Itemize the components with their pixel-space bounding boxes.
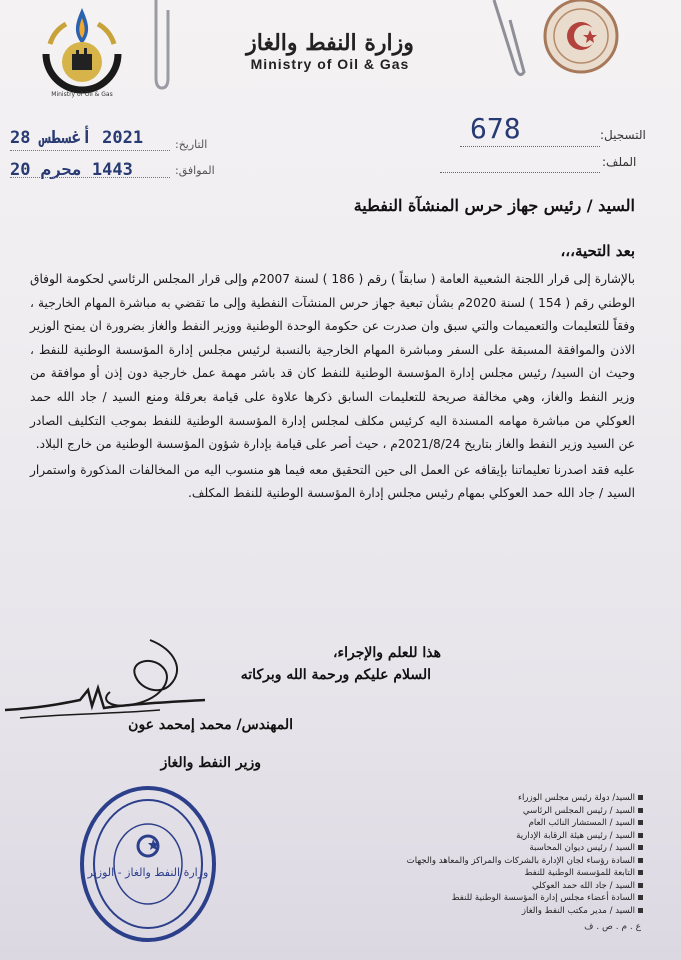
body-paragraph: بالإشارة إلى قرار اللجنة الشعبية العامة ( سابقاً ) رقم ( 186 ) لسنة 2007م وإلى قرار المجلس الرئاسي لحكومة الوفاق الوطني رقم ( 154 ) لسنة 2020م بشأن تبعية جهاز حرس المنشآت النفطية وإلى ما تقضي به مباشرة المهام الخارجية ، وفقاً للتعليمات والتعميمات والتي سبق وان صدرت عن حكومة الوحدة الوطنية ووزير النفط والغاز بضرورة ان يمنح الوزير الاذن والموافقة المسبقة على السفر ومباشرة المهام الخارجية بالنسبة لرئيس مجلس إدارة المؤسسة الوطنية للنفط ، وحيث ان السيد/ رئيس مجلس إدارة المؤسسة الوطنية للنفط كان قد باشر مهمة عمل خارجية دون إذن أو موافقة من وزير النفط والغاز، وهي مخالفة صريحة للتعليمات السابق ذكرها علاوة على قيامة بعرقلة ومنع السيد / جاد الله حمد العوكلي من مباشرة مهامه المسندة اليه كرئيس مكلف لمجلس إدارة المؤسسة الوطنية للنفط بموجب التكليف الصادر عن السيد وزير النفط والغاز بتاريخ 2021/8/24م ، حيث أصر على قيامة بإدارة شؤون المؤسسة الوطنية من خارج البلاد. [30, 272, 635, 452]
bullet-icon [638, 833, 643, 838]
cc-item [403, 817, 643, 830]
hijri-line [10, 177, 170, 178]
bullet-icon [638, 870, 643, 875]
file-line [440, 172, 600, 173]
bullet-icon [638, 845, 643, 850]
cc-item-label: السيد / جاد الله حمد العوكلي [531, 880, 635, 891]
cc-item [403, 830, 643, 843]
file-label: الملف: [602, 155, 637, 169]
registration-label: التسجيل: [600, 128, 646, 142]
date-value: 2021 أغسطس 28 [10, 128, 144, 148]
cc-list [403, 792, 643, 917]
greeting: بعد التحية،،، [560, 242, 635, 260]
ministry-name-arabic: وزارة النفط والغاز [246, 30, 414, 56]
date-line [10, 150, 170, 151]
paperclip-icon [148, 0, 174, 92]
cc-item [403, 880, 643, 893]
closing-line: هذا للعلم والإجراء، [333, 645, 441, 661]
hijri-date-value: 1443 محرم 20 [10, 160, 133, 180]
cc-item-label: السيد / رئيس هيئة الرقابة الإدارية [516, 830, 635, 841]
registration-line [460, 146, 600, 147]
bullet-icon [638, 895, 643, 900]
paperclip-icon [490, 0, 528, 80]
registration-number: 678 [470, 112, 521, 145]
bullet-icon [638, 883, 643, 888]
ministry-name-english: Ministry of Oil & Gas [250, 56, 410, 72]
footnote: ع . م . ص . ف [584, 922, 641, 932]
cc-item [403, 855, 643, 868]
cc-item-label: السيد/ دولة رئيس مجلس الوزراء [517, 793, 635, 803]
date-label: التاريخ: [175, 138, 208, 151]
cc-item-label: السيد / رئيس ديوان المحاسبة [529, 843, 635, 853]
ministry-logo [36, 4, 128, 104]
cc-item [403, 805, 643, 818]
bullet-icon [638, 820, 643, 825]
signer-role: وزير النفط والغاز [160, 755, 261, 771]
cc-item-label: السادة أعضاء مجلس إدارة المؤسسة الوطنية للنفط [451, 893, 635, 903]
signer-name: المهندس/ محمد إمحمد عون [128, 717, 293, 733]
cc-item [403, 905, 643, 918]
cc-item [403, 842, 643, 855]
cc-item-label: السيد / رئيس المجلس الرئاسي [522, 805, 635, 816]
bullet-icon [638, 908, 643, 913]
cc-item-label: السادة رؤساء لجان الإدارة بالشركات والمراكز والمعاهد والجهات [406, 855, 635, 866]
handwritten-signature [0, 630, 210, 730]
cc-item-label: السيد / مدير مكتب النفط والغاز [521, 905, 635, 916]
cc-item-label: التابعة للمؤسسة الوطنية للنفط [524, 868, 635, 878]
cc-item-label: السيد / المستشار النائب العام [528, 818, 635, 828]
addressee: السيد / رئيس جهاز حرس المنشآة النفطية [353, 196, 635, 215]
libya-seal-icon [530, 0, 632, 78]
body-paragraph: عليه فقد اصدرنا تعليماتنا بإيقافه عن العمل الى حين التحقيق معه فيما هو منسوب اليه من المخالفات المذكورة واستمرار السيد / جاد الله حمد العوكلي بمهام رئيس مجلس إدارة المؤسسة الوطنية للنفط المكلف. [30, 462, 635, 501]
cc-item [403, 867, 643, 880]
bullet-icon [638, 858, 643, 863]
svg-text:Ministry of Oil & Gas: Ministry of Oil & Gas [51, 91, 113, 98]
letter-body [30, 268, 635, 508]
bullet-icon [638, 795, 643, 800]
salutation: السلام عليكم ورحمة الله وبركاته [240, 667, 431, 683]
hijri-date-label: الموافق: [175, 164, 215, 177]
official-stamp [78, 784, 218, 944]
cc-item [403, 892, 643, 905]
cc-item [403, 792, 643, 805]
stamp-text: وزارة النفط والغاز - الوزير [87, 866, 209, 879]
bullet-icon [638, 808, 643, 813]
